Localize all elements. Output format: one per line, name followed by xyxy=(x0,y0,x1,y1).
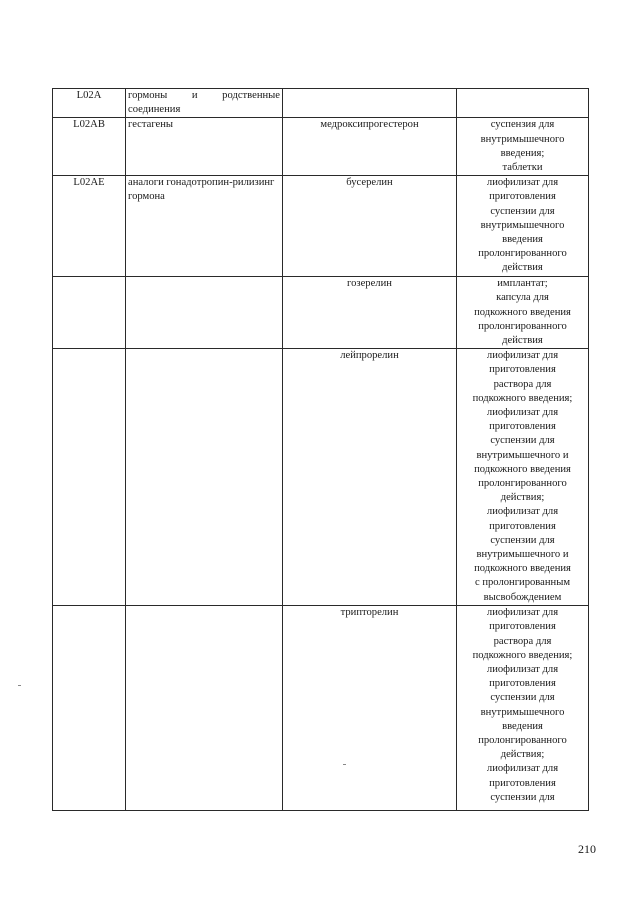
scan-speck xyxy=(18,685,21,686)
dosage-form-line: лиофилизат для xyxy=(486,506,559,518)
dosage-form-line: внутримышечного xyxy=(480,219,565,231)
dosage-form-line: приготовления xyxy=(489,777,556,789)
group-name-cell: аналоги гонадотропин-рилизинг гормона xyxy=(126,176,283,277)
inn-cell: бусерелин xyxy=(283,176,457,277)
atc-code-cell xyxy=(53,606,126,811)
dosage-form-line: лиофилизат для xyxy=(486,607,559,619)
atc-code-cell: L02A xyxy=(53,89,126,118)
dosage-form-line: введения; xyxy=(500,147,545,159)
dosage-form-line: лиофилизат для xyxy=(486,664,559,676)
atc-code-cell xyxy=(53,277,126,349)
dosage-form-line: лиофилизат для xyxy=(486,763,559,775)
dosage-form-line: действия; xyxy=(500,492,545,504)
dosage-form-line: суспензии для xyxy=(490,534,555,546)
dosage-form-line: пролонгированного xyxy=(478,478,567,490)
drug-classification-table xyxy=(52,88,589,811)
group-name-cell xyxy=(126,349,283,606)
dosage-form-cell xyxy=(457,606,589,811)
dosage-form-cell xyxy=(457,118,589,176)
atc-code-cell: L02AE xyxy=(53,176,126,277)
dosage-form-line: приготовления xyxy=(489,621,556,633)
dosage-form-line: приготовления xyxy=(489,520,556,532)
table-row xyxy=(53,277,589,349)
dosage-form-line: подкожного введения xyxy=(474,306,571,318)
dosage-form-line: лиофилизат для xyxy=(486,350,559,362)
dosage-form-line: действия; xyxy=(500,749,545,761)
dosage-form-cell xyxy=(457,349,589,606)
dosage-form-line: суспензии для xyxy=(490,435,555,447)
dosage-form-line: пролонгированного xyxy=(478,320,567,332)
table-row xyxy=(53,349,589,606)
inn-cell xyxy=(283,89,457,118)
dosage-form-line: действия xyxy=(502,262,543,274)
dosage-form-line: с пролонгированным xyxy=(474,577,571,589)
dosage-form-line: лиофилизат для xyxy=(486,177,559,189)
dosage-form-line: суспензии для xyxy=(490,205,555,217)
dosage-form-line: пролонгированного xyxy=(478,248,567,260)
table-row xyxy=(53,176,589,277)
dosage-form-line: раствора для xyxy=(493,378,552,390)
dosage-form-line: приготовления xyxy=(489,421,556,433)
inn-cell: лейпрорелин xyxy=(283,349,457,606)
group-name-cell xyxy=(126,606,283,811)
dosage-form-line: капсула для xyxy=(496,292,549,304)
group-name-cell xyxy=(126,277,283,349)
dosage-form-cell xyxy=(457,176,589,277)
dosage-form-line: раствора для xyxy=(493,635,552,647)
page-number: 210 xyxy=(578,842,596,856)
inn-cell: гозерелин xyxy=(283,277,457,349)
dosage-form-line: подкожного введения xyxy=(474,463,571,475)
inn-cell: медроксипрогестерон xyxy=(283,118,457,176)
dosage-form-line: введения xyxy=(502,234,543,246)
dosage-form-line: внутримышечного xyxy=(480,133,565,145)
inn-cell: трипторелин xyxy=(283,606,457,811)
table-row xyxy=(53,89,589,118)
dosage-form-line: суспензия для xyxy=(490,119,555,131)
dosage-form-line: подкожного введения xyxy=(474,563,571,575)
dosage-form-line: высвобождением xyxy=(483,591,562,603)
table-row xyxy=(53,606,589,811)
group-name-cell: гормоны и родственные соединения xyxy=(126,89,283,118)
dosage-form-line: подкожного введения; xyxy=(472,649,573,661)
dosage-form-line: приготовления xyxy=(489,678,556,690)
dosage-form-line: внутримышечного и xyxy=(476,549,569,561)
dosage-form-line: имплантат; xyxy=(497,278,548,290)
atc-code-cell: L02AB xyxy=(53,118,126,176)
dosage-form-line: внутримышечного и xyxy=(476,449,569,461)
dosage-form-line: лиофилизат для xyxy=(486,407,559,419)
group-name-cell: гестагены xyxy=(126,118,283,176)
atc-code-cell xyxy=(53,349,126,606)
dosage-form-line: приготовления xyxy=(489,364,556,376)
dosage-form-line: подкожного введения; xyxy=(472,392,573,404)
dosage-form-line: пролонгированного xyxy=(478,735,567,747)
dosage-form-line: суспензии для xyxy=(490,791,555,803)
scan-speck xyxy=(343,764,346,765)
dosage-form-line: введения xyxy=(502,720,543,732)
table-row xyxy=(53,118,589,176)
dosage-form-line: приготовления xyxy=(489,191,556,203)
dosage-form-line: суспензии для xyxy=(490,692,555,704)
dosage-form-cell xyxy=(457,89,589,118)
dosage-form-line: действия xyxy=(502,335,543,347)
dosage-form-line: таблетки xyxy=(502,162,543,174)
dosage-form-line: внутримышечного xyxy=(480,706,565,718)
dosage-form-cell xyxy=(457,277,589,349)
